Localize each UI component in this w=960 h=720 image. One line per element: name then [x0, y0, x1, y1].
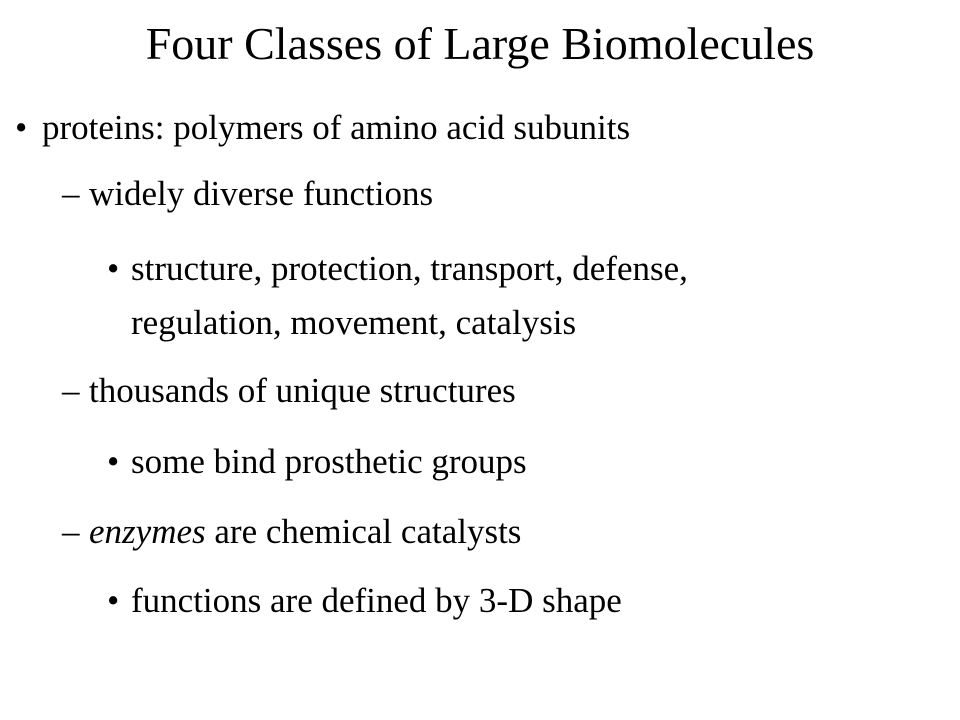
sub-item-text [89, 511, 521, 553]
bullet-marker: • [15, 108, 28, 147]
sub-sub-item-text-continued: regulation, movement, catalysis [131, 303, 577, 342]
emphasis-enzymes: enzymes [89, 512, 206, 551]
sub-sub-item-text: some bind prosthetic groups [131, 442, 527, 481]
sub-item-text: widely diverse functions [89, 174, 434, 213]
slide-title: Four Classes of Large Biomolecules [145, 18, 815, 69]
sub-sub-item-text: functions are defined by 3-D shape [131, 581, 622, 620]
bullet-marker: • [107, 581, 120, 620]
dash-marker: – [62, 512, 80, 551]
dash-marker: – [62, 174, 80, 213]
sub-sub-item-text: structure, protection, transport, defense, [131, 249, 688, 288]
bullet-text: proteins: polymers of amino acid subunits [42, 108, 631, 147]
bullet-marker: • [107, 249, 120, 288]
dash-marker: – [62, 371, 80, 410]
sub-item-text: thousands of unique structures [89, 371, 516, 410]
bullet-marker: • [107, 442, 120, 481]
sub-item-text-rest: are chemical catalysts [205, 512, 522, 551]
